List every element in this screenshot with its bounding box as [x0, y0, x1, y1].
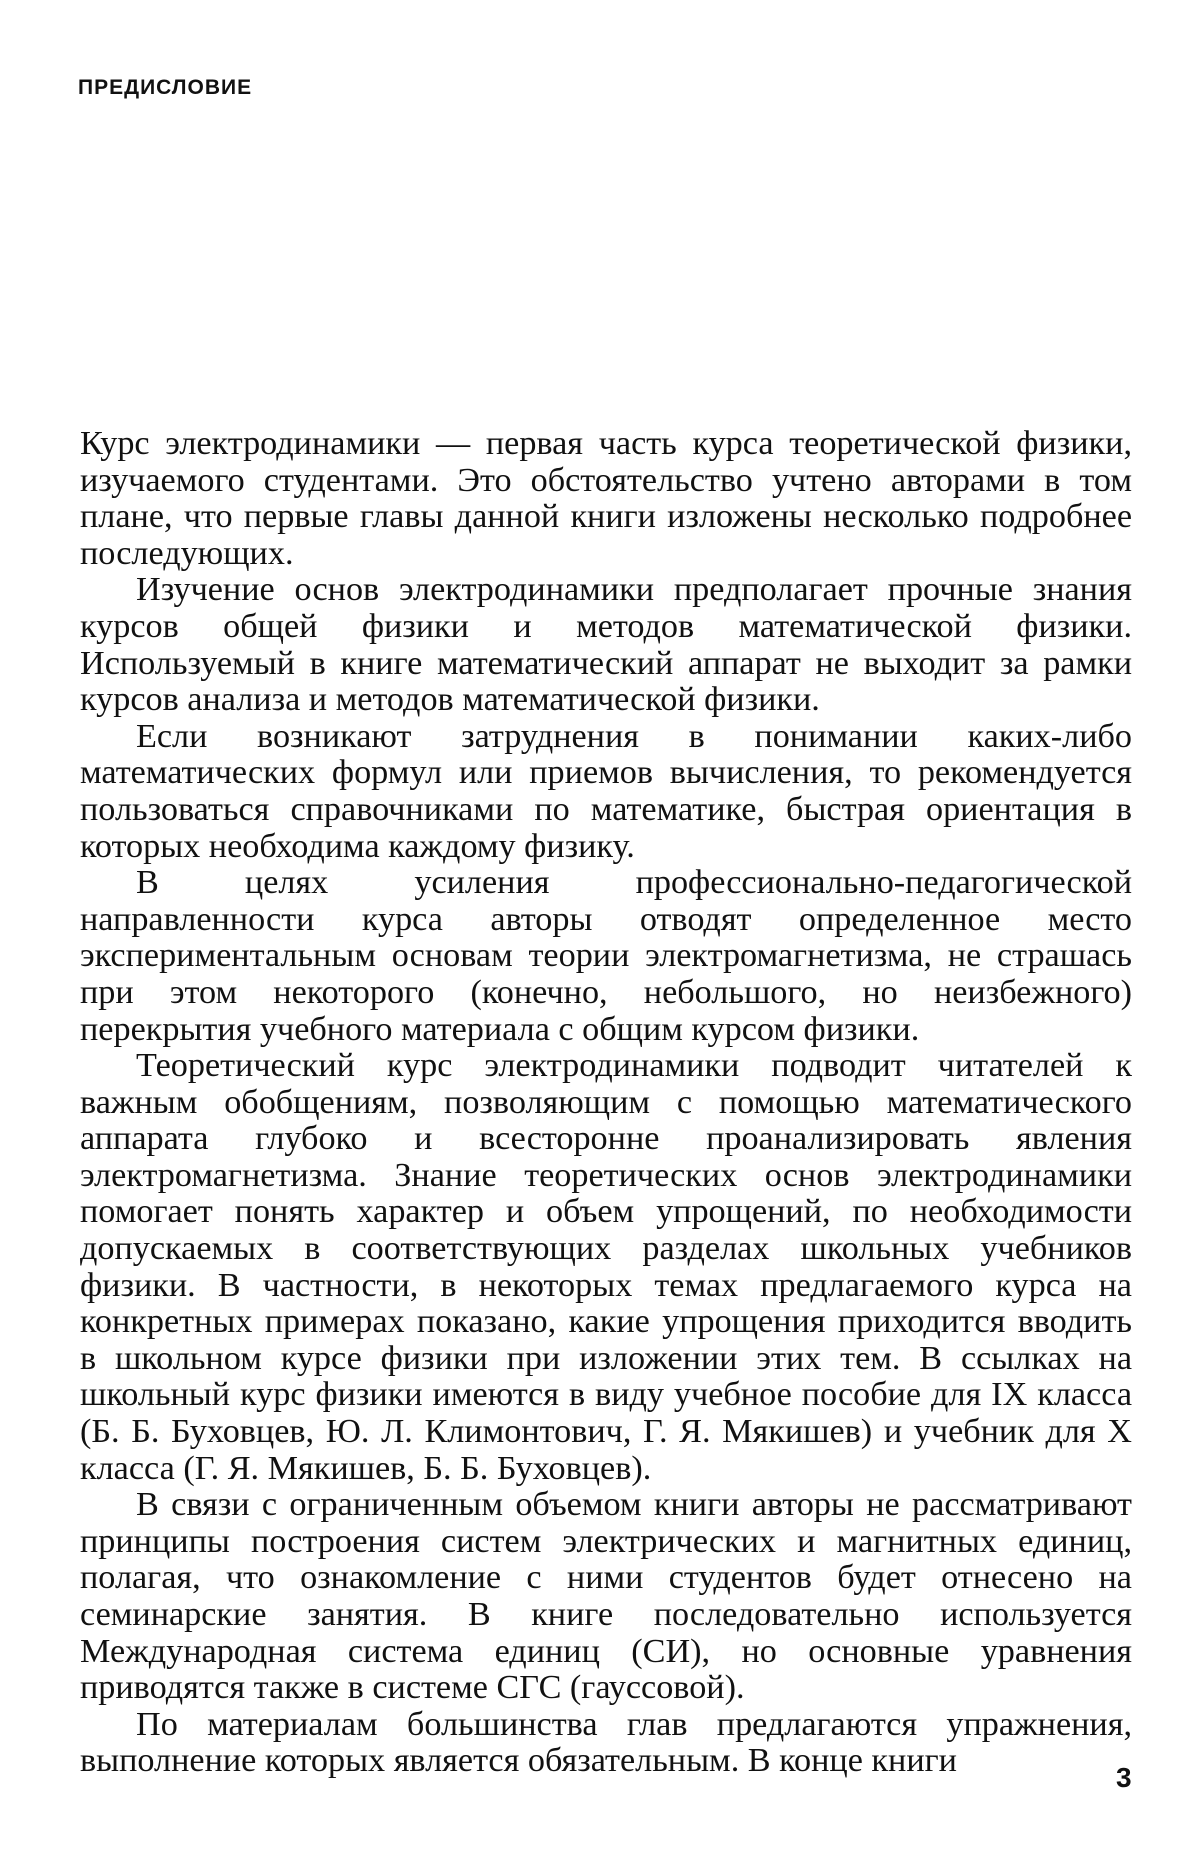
paragraph-7: По материалам большинства глав предлагаются упражнения, выполнение которых является обязательным. В конце книги [80, 1705, 1132, 1780]
page-heading: ПРЕДИСЛОВИЕ [78, 76, 253, 99]
paragraph-5: Теоретический курс электродинамики подводит читателей к важным обобщениям, позволяющим с помощью математического аппарата глубоко и всесторонне проанализировать явления электромагнетизма. Знание теоретических основ электродинамики помогает понять характер и объем упрощений, по необходимости допускаемых в соответствующих разделах школьных учебников физики. В частности, в некоторых темах предлагаемого курса на конкретных примерах показано, какие упрощения приходится вводить в школьном курсе физики при изложении этих тем. В ссылках на школьный курс физики имеются в виду учебное пособие для IX класса (Б. Б. Буховцев, Ю. Л. Климонтович, Г. Я. Мякишев) и учебник для X класса (Г. Я. Мякишев, Б. Б. Буховцев). [80, 1047, 1132, 1487]
paragraph-1: Курс электродинамики — первая часть курса теоретической физики, изучаемого студентами. Это обстоятельство учтено авторами в том плане, что первые главы данной книги изложены несколько подробнее последующих. [80, 425, 1132, 572]
paragraph-4: В целях усиления профессионально-педагогической направленности курса авторы отводят определенное место экспериментальным основам теории электромагнетизма, не страшась при этом некоторого (конечно, небольшого, но неизбежного) перекрытия учебного материала с общим курсом физики. [80, 864, 1132, 1048]
paragraph-3: Если возникают затруднения в понимании каких-либо математических формул или приемов вычисления, то рекомендуется пользоваться справочниками по математике, быстрая ориентация в которых необходима каждому физику. [80, 717, 1132, 865]
body-text [80, 426, 1132, 1780]
page-number: 3 [1116, 1762, 1132, 1793]
paragraph-2: Изучение основ электродинамики предполагает прочные знания курсов общей физики и методов математической физики. Используемый в книге математический аппарат не выходит за рамки курсов анализа и методов математической физики. [80, 571, 1132, 719]
paragraph-6: В связи с ограниченным объемом книги авторы не рассматривают принципы построения систем электрических и магнитных единиц, полагая, что ознакомление с ними студентов будет отнесено на семинарские занятия. В книге последовательно используется Международная система единиц (СИ), но основные уравнения приводятся также в системе СГС (гауссовой). [80, 1486, 1132, 1707]
